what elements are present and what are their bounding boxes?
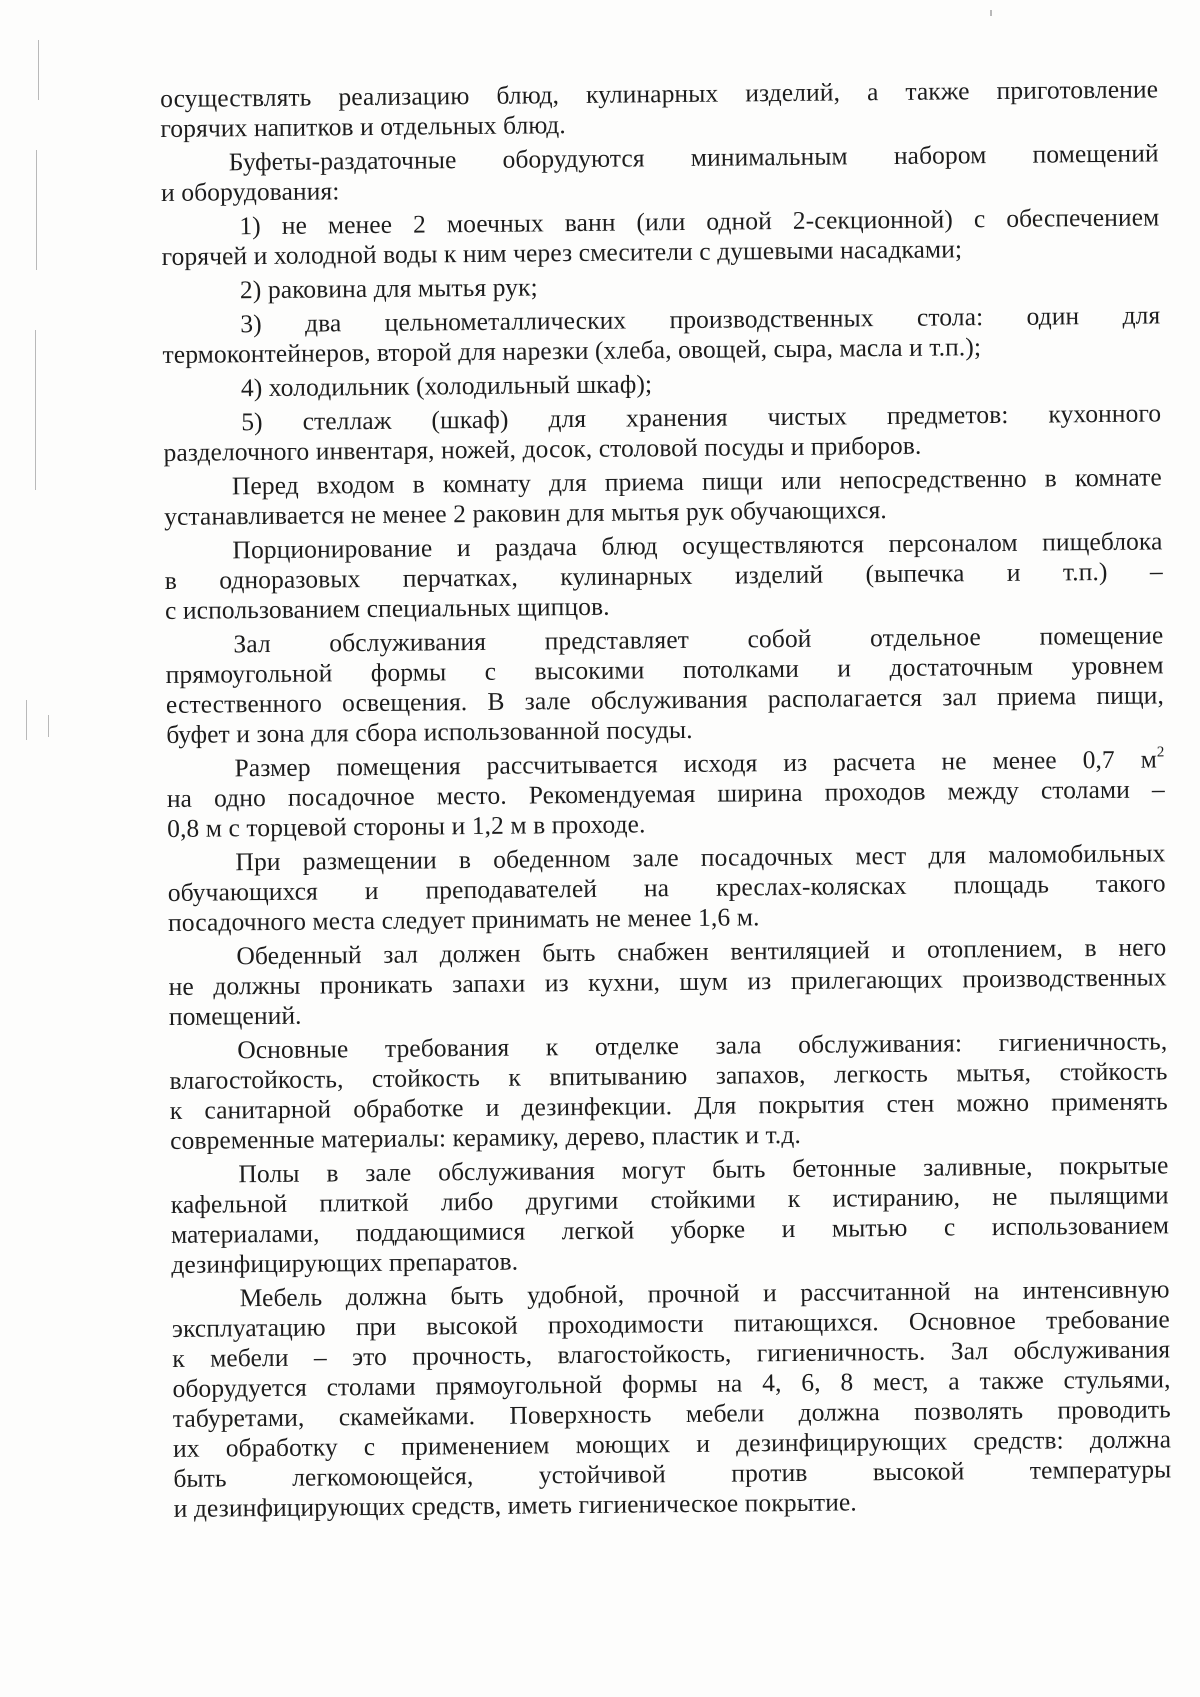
text-line-content: и оборудования: [160, 176, 340, 207]
text-line-content: с использованием специальных щипцов. [164, 591, 610, 625]
text-line-content: Основные требования к отделке зала обслуживания: гигиеничность, [237, 1026, 1168, 1065]
text-line-content: Перед входом в комнату для приема пищи или непосредственно в комнате [231, 462, 1162, 501]
text-line-content: Зал обслуживания представляет собой отдельное помещение [233, 620, 1164, 659]
superscript: 2 [1156, 744, 1165, 761]
text-line-content: Порционирование и раздача блюд осуществляются персоналом пищеблока [232, 526, 1163, 565]
text-line-content: и дезинфицирующих средств, иметь гигиеническое покрытие. [173, 1487, 857, 1523]
text-line-content: влагостойкость, стойкость к впитыванию запахов, легкость мытья, стойкость [169, 1056, 1168, 1095]
text-line-content: разделочного инвентаря, ножей, досок, столовой посуды и приборов. [163, 430, 922, 467]
text-line-content: устанавливается не менее 2 раковин для мытья рук обучающихся. [164, 495, 887, 531]
text-line-content: осуществлять реализацию блюд, кулинарных изделий, а также приготовление [160, 74, 1159, 113]
scan-edge-mark [26, 700, 27, 740]
text-line-content: Мебель должна быть удобной, прочной и рассчитанной на интенсивную [239, 1274, 1170, 1313]
text-line-content: в одноразовых перчатках, кулинарных изделий (выпечка и т.п.) – [164, 556, 1163, 595]
scan-edge-mark [38, 40, 39, 100]
text-line-content: их обработку с применением моющих и дезинфицирующих средств: должна [172, 1424, 1172, 1463]
text-line-content: буфет и зона для сбора использованной посуды. [166, 714, 693, 749]
text-line-content: Полы в зале обслуживания могут быть бетонные заливные, покрытые [238, 1150, 1169, 1189]
text-line-content: эксплуатацию при высокой проходимости питающихся. Основное требование [171, 1304, 1171, 1343]
text-line-content: к мебели – это прочность, влагостойкость, гигиеничность. Зал обслуживания [172, 1334, 1171, 1373]
scan-edge-mark [36, 150, 37, 270]
text-line-content: быть легкомоющейся, устойчивой против высокой температуры [173, 1454, 1172, 1493]
text-line-content: посадочного места следует принимать не менее 1,6 м. [167, 902, 760, 937]
text-line-content: материалами, поддающимися легкой уборке и мытью с использованием [170, 1210, 1170, 1249]
text-line-content: оборудуется столами прямоугольной формы на 4, 6, 8 мест, а также стульями, [172, 1364, 1171, 1403]
text-line-content: 1) не менее 2 моечных ванн (или одной 2-секционной) с обеспечением [239, 202, 1160, 241]
text-line-content: 4) холодильник (холодильный шкаф); [240, 369, 653, 403]
scan-dot [990, 10, 992, 16]
text-line-content: При размещении в обеденном зале посадочных мест для маломобильных [235, 838, 1166, 877]
text-line-content: не должны проникать запахи из кухни, шум из прилегающих производственных [168, 962, 1167, 1001]
text-line-content: кафельной плиткой либо другими стойкими к истиранию, не пылящими [170, 1180, 1169, 1219]
scan-edge-mark [48, 715, 49, 737]
text-line-content: прямоугольной формы с высокими потолками и достаточным уровнем [165, 650, 1164, 689]
text-line-content: помещений. [168, 1000, 302, 1031]
text-line-content: современные материалы: керамику, дерево, пластик и т.д. [170, 1119, 802, 1155]
text-line-content: термоконтейнеров, второй для нарезки (хлеба, овощей, сыра, масла и т.п.); [162, 332, 982, 369]
text-line-content: естественного освещения. В зале обслуживания располагается зал приема пищи, [165, 680, 1165, 719]
text-line-content: 2) раковина для мытья рук; [239, 272, 538, 305]
text-line-content: 3) два цельнометаллических производственных стола: один для [240, 300, 1161, 339]
text-line-content: 0,8 м с торцевой стороны и 1,2 м в проходе. [167, 809, 646, 843]
text-line-content: на одно посадочное место. Рекомендуемая ширина проходов между столами – [166, 774, 1165, 813]
text-line-content: Размер помещения рассчитывается исходя из расчета не менее 0,7 $м^2$ [234, 744, 1165, 783]
text-line-content: дезинфицирующих препаратов. [171, 1246, 519, 1279]
document-body [160, 74, 1172, 1524]
text-line-content: горячей и холодной воды к ним через смесители с душевыми насадками; [161, 234, 963, 271]
text-line-content: Обеденный зал должен быть снабжен вентиляцией и отоплением, в него [236, 932, 1167, 971]
scan-edge-mark [35, 330, 36, 490]
text-line-content: горячих напитков и отдельных блюд. [160, 110, 566, 143]
text-line-content: обучающихся и преподавателей на креслах-колясках площадь такого [167, 868, 1166, 907]
text-line-content: табуретами, скамейками. Поверхность мебели должна позволять проводить [172, 1394, 1171, 1433]
text-line-content: Буфеты-раздаточные оборудуются минимальным набором помещений [228, 138, 1159, 177]
text-line-content: к санитарной обработке и дезинфекции. Для покрытия стен можно применять [169, 1086, 1168, 1125]
text-line-content: 5) стеллаж (шкаф) для хранения чистых предметов: кухонного [241, 398, 1162, 437]
